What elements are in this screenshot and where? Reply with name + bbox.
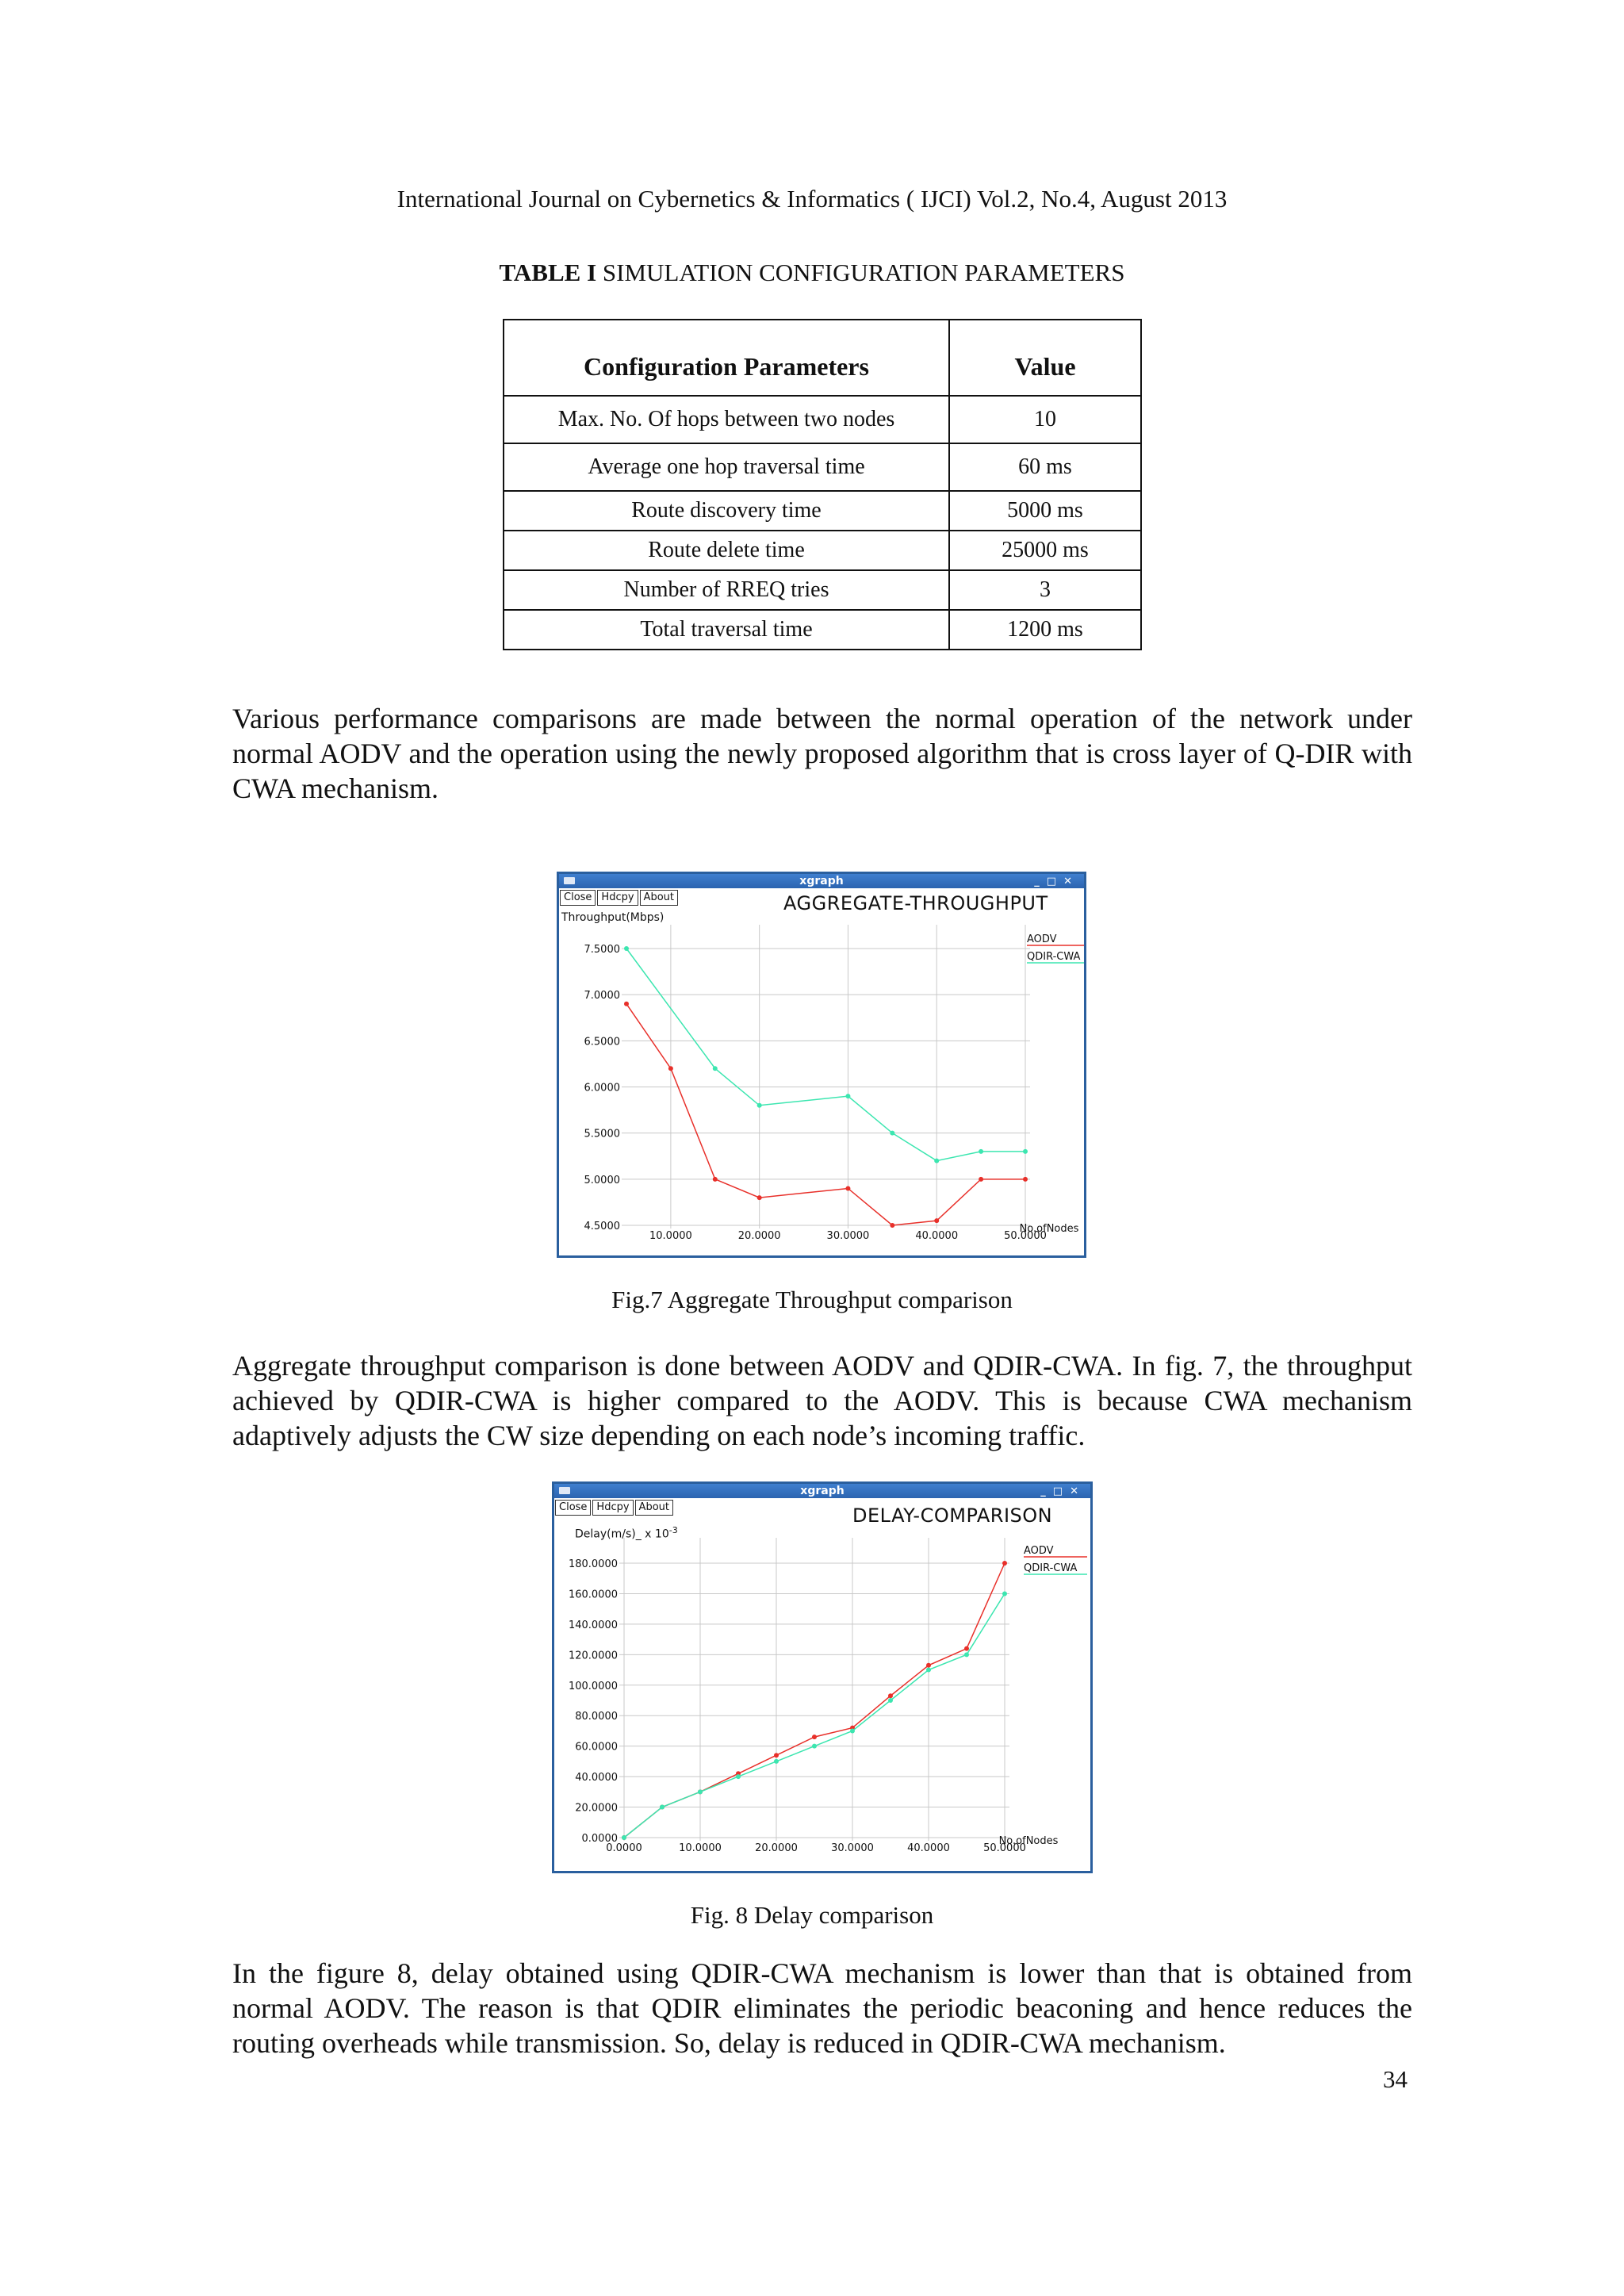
y-axis-label-base: Delay(m/s)_ x 10: [575, 1527, 669, 1541]
x-tick-label: 40.0000: [907, 1842, 950, 1854]
data-point-qdir-cwa: [1023, 1149, 1028, 1154]
series-line-aodv: [624, 1563, 1005, 1838]
y-tick-label: 4.5000: [584, 1221, 620, 1232]
data-point-qdir-cwa: [624, 946, 629, 951]
table-row: [504, 570, 1141, 610]
data-point-aodv: [979, 1177, 983, 1182]
data-point-aodv: [774, 1753, 779, 1757]
y-tick-label: 140.0000: [568, 1619, 618, 1631]
table-header-cell: Value: [949, 320, 1141, 396]
data-point-qdir-cwa: [890, 1131, 894, 1136]
minimize-icon[interactable]: _: [1034, 876, 1047, 887]
figure-8-caption: Fig. 8 Delay comparison: [690, 1901, 934, 1929]
y-tick-label: 0.0000: [581, 1833, 618, 1845]
series-line-qdir-cwa: [626, 949, 1025, 1161]
legend-label: QDIR-CWA: [1024, 1562, 1078, 1574]
paragraph-delay: In the figure 8, delay obtained using QDIR-CWA mechanism is lower than that is obtained from normal AODV. The reason is that QDIR eliminates the periodic beaconing and hence reduces the routing overheads while transmission. So, delay is reduced in QDIR-CWA mechanism.: [232, 1957, 1412, 2059]
x-tick-label: 50.0000: [983, 1842, 1026, 1854]
data-point-qdir-cwa: [934, 1159, 939, 1163]
data-point-qdir-cwa: [660, 1805, 665, 1810]
y-tick-label: 7.5000: [584, 944, 620, 956]
xgraph-window-delay: [552, 1481, 1093, 1873]
table-cell: 25000 ms: [949, 531, 1141, 570]
chart-title: DELAY-COMPARISON: [852, 1504, 1053, 1527]
x-tick-label: 20.0000: [755, 1842, 798, 1854]
x-tick-label: 10.0000: [679, 1842, 722, 1854]
window-title: xgraph: [800, 1485, 845, 1497]
table-row: [504, 443, 1141, 491]
table-cell: Average one hop traversal time: [504, 443, 949, 491]
y-tick-label: 7.0000: [584, 990, 620, 1002]
data-point-qdir-cwa: [850, 1728, 855, 1733]
legend-label: AODV: [1027, 933, 1057, 945]
data-point-aodv: [845, 1186, 850, 1190]
data-point-qdir-cwa: [979, 1149, 983, 1154]
legend-label: QDIR-CWA: [1027, 951, 1081, 963]
table-cell: 5000 ms: [949, 491, 1141, 531]
data-point-aodv: [713, 1177, 718, 1182]
table-row: [504, 396, 1141, 443]
legend-label: AODV: [1024, 1545, 1054, 1557]
window-title: xgraph: [799, 875, 844, 887]
hardcopy-button[interactable]: Hdcpy: [592, 1500, 633, 1516]
table-header-cell: Configuration Parameters: [504, 320, 949, 396]
close-icon[interactable]: ✕: [1070, 1485, 1086, 1497]
table-caption: [0, 259, 1624, 287]
y-tick-label: 6.5000: [584, 1036, 620, 1048]
table-cell: 60 ms: [949, 443, 1141, 491]
xgraph-window-throughput: [557, 872, 1086, 1258]
x-axis-label: No.ofNodes: [998, 1835, 1059, 1847]
data-point-qdir-cwa: [698, 1789, 703, 1794]
x-tick-label: 50.0000: [1004, 1230, 1047, 1242]
series-line-aodv: [626, 1004, 1025, 1225]
x-tick-label: 40.0000: [915, 1230, 959, 1242]
data-point-qdir-cwa: [622, 1835, 626, 1840]
journal-header: International Journal on Cybernetics & Informatics ( IJCI) Vol.2, No.4, August 2013: [396, 185, 1228, 213]
maximize-icon[interactable]: □: [1046, 876, 1064, 887]
table-caption-label: TABLE I: [499, 259, 597, 286]
data-point-aodv: [890, 1223, 894, 1228]
hardcopy-button[interactable]: Hdcpy: [597, 890, 638, 906]
y-tick-label: 160.0000: [568, 1589, 618, 1601]
data-point-aodv: [964, 1646, 969, 1651]
data-point-aodv: [888, 1693, 893, 1698]
y-tick-label: 120.0000: [568, 1650, 618, 1662]
data-point-aodv: [934, 1218, 939, 1223]
close-icon[interactable]: ✕: [1063, 876, 1079, 887]
maximize-icon[interactable]: □: [1052, 1485, 1071, 1497]
figure-7-caption: Fig.7 Aggregate Throughput comparison: [611, 1286, 1013, 1313]
data-point-qdir-cwa: [713, 1066, 718, 1071]
data-point-aodv: [757, 1195, 762, 1200]
table-header-row: [504, 320, 1141, 396]
paragraph-intro: Various performance comparisons are made between the normal operation of the network under normal AODV and the operation using the newly proposed algorithm that is cross layer of Q-DIR with CWA mechanism.: [232, 703, 1412, 804]
table-cell: Number of RREQ tries: [504, 570, 949, 610]
x-axis-label: No.ofNodes: [1019, 1223, 1079, 1235]
table-cell: Total traversal time: [504, 610, 949, 650]
y-tick-label: 100.0000: [568, 1680, 618, 1692]
y-tick-label: 180.0000: [568, 1558, 618, 1570]
close-button[interactable]: Close: [560, 890, 596, 906]
data-point-qdir-cwa: [888, 1698, 893, 1703]
chart-title: AGGREGATE-THROUGHPUT: [783, 892, 1048, 914]
y-axis-label: Throughput(Mbps): [561, 911, 665, 924]
x-tick-label: 10.0000: [649, 1230, 692, 1242]
data-point-qdir-cwa: [812, 1744, 817, 1749]
table-cell: 1200 ms: [949, 610, 1141, 650]
table-cell: Route delete time: [504, 531, 949, 570]
page-number: 34: [1383, 2065, 1408, 2093]
paragraph-throughput: Aggregate throughput comparison is done between AODV and QDIR-CWA. In fig. 7, the throughput achieved by QDIR-CWA is higher compared to the AODV. This is because CWA mechanism adaptively adjusts the CW size depending on each node’s incoming traffic.: [232, 1350, 1412, 1451]
x-tick-label: 0.0000: [606, 1842, 642, 1854]
y-tick-label: 6.0000: [584, 1082, 620, 1094]
table-row: [504, 610, 1141, 650]
x-tick-label: 20.0000: [737, 1230, 781, 1242]
about-button[interactable]: About: [635, 1500, 673, 1516]
y-tick-label: 60.0000: [575, 1741, 618, 1754]
table-cell: 10: [949, 396, 1141, 443]
data-point-qdir-cwa: [964, 1652, 969, 1657]
delay-chart-plot: [554, 1484, 1090, 1871]
data-point-aodv: [668, 1066, 673, 1071]
x-tick-label: 30.0000: [831, 1842, 874, 1854]
data-point-qdir-cwa: [736, 1774, 741, 1779]
data-point-qdir-cwa: [845, 1094, 850, 1098]
table-row: [504, 491, 1141, 531]
y-tick-label: 80.0000: [575, 1711, 618, 1723]
config-parameters-table: [503, 319, 1142, 650]
data-point-qdir-cwa: [1002, 1591, 1007, 1596]
y-tick-label: 40.0000: [575, 1772, 618, 1784]
y-tick-label: 20.0000: [575, 1802, 618, 1815]
throughput-chart-plot: [559, 874, 1084, 1255]
about-button[interactable]: About: [640, 890, 678, 906]
close-button[interactable]: Close: [555, 1500, 591, 1516]
x-tick-label: 30.0000: [826, 1230, 870, 1242]
data-point-aodv: [812, 1734, 817, 1739]
data-point-qdir-cwa: [757, 1103, 762, 1108]
data-point-aodv: [1023, 1177, 1028, 1182]
table-cell: Max. No. Of hops between two nodes: [504, 396, 949, 443]
y-axis-label-exponent: -3: [668, 1525, 678, 1535]
data-point-qdir-cwa: [774, 1759, 779, 1764]
y-tick-label: 5.0000: [584, 1174, 620, 1186]
table-cell: Route discovery time: [504, 491, 949, 531]
data-point-aodv: [1002, 1561, 1007, 1566]
data-point-aodv: [624, 1002, 629, 1006]
table-cell: 3: [949, 570, 1141, 610]
table-row: [504, 531, 1141, 570]
minimize-icon[interactable]: _: [1040, 1485, 1053, 1497]
data-point-qdir-cwa: [926, 1668, 931, 1673]
table-caption-text: SIMULATION CONFIGURATION PARAMETERS: [596, 259, 1125, 286]
y-tick-label: 5.5000: [584, 1128, 620, 1140]
data-point-aodv: [926, 1663, 931, 1668]
